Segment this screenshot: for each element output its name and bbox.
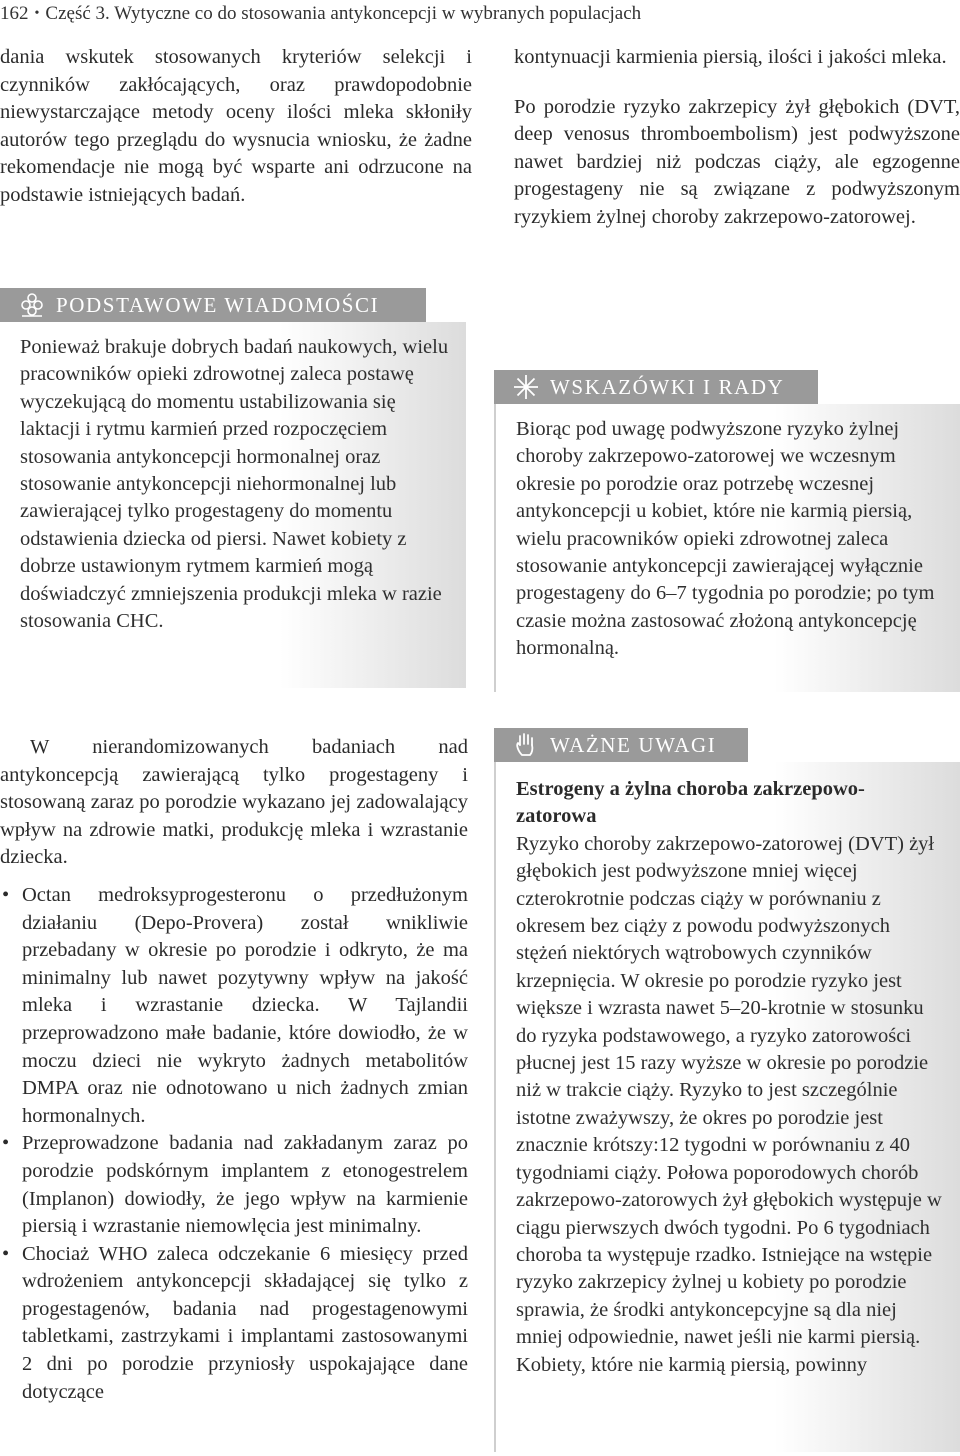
header-separator: • xyxy=(34,6,40,21)
tips-box-body: Biorąc pod uwagę podwyższone ryzyko żylnej choroby zakrzepowo-zatorowej we wczesnym okresie po porodzie oraz potrzebę wczesnej antykoncepcji u kobiet, które nie karmią piersią, wielu pracowników opieki zdrowotnej zaleca stosowanie antykoncepcji zawierającej wyłącznie progestageny do 6–7 tygodnia po porodzie; po tym czasie można zastosować złożoną antykoncepcję hormonalną. xyxy=(494,404,960,692)
basics-box-title: PODSTAWOWE WIADOMOŚCI xyxy=(56,293,380,317)
body-paragraph: W nierandomizowanych badaniach nad antykoncepcją zawierającą tylko progestageny i stosowaną zaraz po porodzie wykazano jej zadowalający wpływ na zdrowie matki, produkcję mleka i wzrastanie dziecka. xyxy=(0,736,468,869)
basics-box xyxy=(0,288,466,688)
important-box-text: Ryzyko choroby zakrzepowo-zatorowej (DVT) żył głębokich jest podwyższone mniej więcej czterokrotnie podczas ciąży w porównaniu z okresem bez ciąży z powodu podwyższonych stężeń niektórych wątrobowych czynników krzepnięcia. W okresie po porodzie ryzyko jest większe i wzrasta nawet 5–20-krotnie w stosunku do ryzyka podstawowego, a ryzyko zatorowości płucnej jest 15 razy wyższe w okresie po porodzie niż w trakcie ciąży. Ryzyko to jest szczególnie istotne zważywszy, że okres po porodzie jest znacznie krótszy:12 tygodni w porównaniu z 40 tygodniami ciąży. Połowa poporodowych chorób zakrzepowo-zatorowych żył głębokich występuje w ciągu pierwszych dwóch tygodni. Po 6 tygodniach choroba ta występuje rzadko. Istniejące na wstępie ryzyko zakrzepicy żylnej u kobiety po porodzie sprawia, że środki antykoncepcyjne są dla niej mniej odpowiednie, nawet jeśli nie karmi piersią. Kobiety, które nie karmią piersią, powinny xyxy=(516,832,942,1376)
important-box-body xyxy=(494,762,960,1452)
hand-icon xyxy=(512,731,540,759)
tips-box-title: WSKAZÓWKI I RADY xyxy=(550,375,785,399)
right-column-top xyxy=(514,44,960,232)
basics-box-body: Ponieważ brakuje dobrych badań naukowych, wielu pracowników opieki zdrowotnej zaleca postawę wyczekującą do momentu ustabilizowania się laktacji i rytmu karmień przed rozpoczęciem stosowania antykoncepcji hormonalnej oraz stosowanie antykoncepcji niehormonalnej lub zawierającej tylko progestageny do momentu odstawienia dziecka od piersi. Nawet kobiety z dobrze ustawionym rytmem karmień mogą doświadczyć zmniejszenia produkcji mleka w razie stosowania CHC. xyxy=(0,322,466,688)
basics-box-header xyxy=(0,288,426,322)
lotus-icon xyxy=(18,291,46,319)
important-box-title: WAŻNE UWAGI xyxy=(550,733,717,757)
list-item: • Chociaż WHO zaleca odczekanie 6 miesięcy przed wdrożeniem antykoncepcji składającej się tylko z progestagenów, badania nad progestagenowymi tabletkami, zastrzykami i implantami zastosowanymi 2 dni po porodzie przyniosły uspokajające dane dotyczące xyxy=(0,1241,468,1407)
tips-box xyxy=(494,370,960,692)
body-paragraph: kontynuacji karmienia piersią, ilości i jakości mleka. xyxy=(514,46,947,68)
body-paragraph: Po porodzie ryzyko zakrzepicy żył głębokich (DVT, deep venosus thromboembolism) jest podwyższone nawet bardziej niż podczas ciąży, ale egzogenne progestageny nie są związane z podwyższonym ryzykiem żylnej choroby zakrzepowo-zatorowej. xyxy=(514,95,960,228)
body-paragraph: dania wskutek stosowanych kryteriów selekcji i czynników zakłócających, oraz prawdopodobnie niewystarczające metody oceny ilości mleka skłoniły autorów tego przeglądu do wysnucia wniosku, że żadne rekomendacje nie mogą być wsparte ani odrzucone na podstawie istniejących badań. xyxy=(0,46,472,206)
page-number: 162 xyxy=(0,3,29,24)
running-header xyxy=(0,0,960,30)
bullet-list xyxy=(0,882,468,1406)
star-icon xyxy=(512,373,540,401)
list-item: • Octan medroksyprogesteronu o przedłużonym działaniu (Depo-Provera) został wnikliwie przebadany w okresie po porodzie i odkryto, że ma minimalny lub nawet pozytywny wpływ na jakość mleka i wzrastanie dziecka. W Tajlandii przeprowadzono małe badanie, które dowiodło, że w moczu dzieci nie wykryto żadnych metabolitów DMPA oraz nie odnotowano u nich żadnych zmian hormonalnych. xyxy=(0,882,468,1130)
important-box-header xyxy=(494,728,748,762)
tips-box-header xyxy=(494,370,818,404)
list-item: • Przeprowadzone badania nad zakładanym zaraz po porodzie podskórnym implantem z etonogestrelem (Implanon) dowiodły, że jego wpływ na karmienie piersią i wzrastanie niemowlęcia jest minimalny. xyxy=(0,1130,468,1240)
left-column-top xyxy=(0,44,472,210)
important-box xyxy=(494,728,960,1452)
running-title: Część 3. Wytyczne co do stosowania antykoncepcji w wybranych populacjach xyxy=(45,3,642,24)
important-box-subheading: Estrogeny a żylna choroba zakrzepowo-zatorowa xyxy=(516,778,865,828)
left-column-bottom xyxy=(0,734,468,1406)
